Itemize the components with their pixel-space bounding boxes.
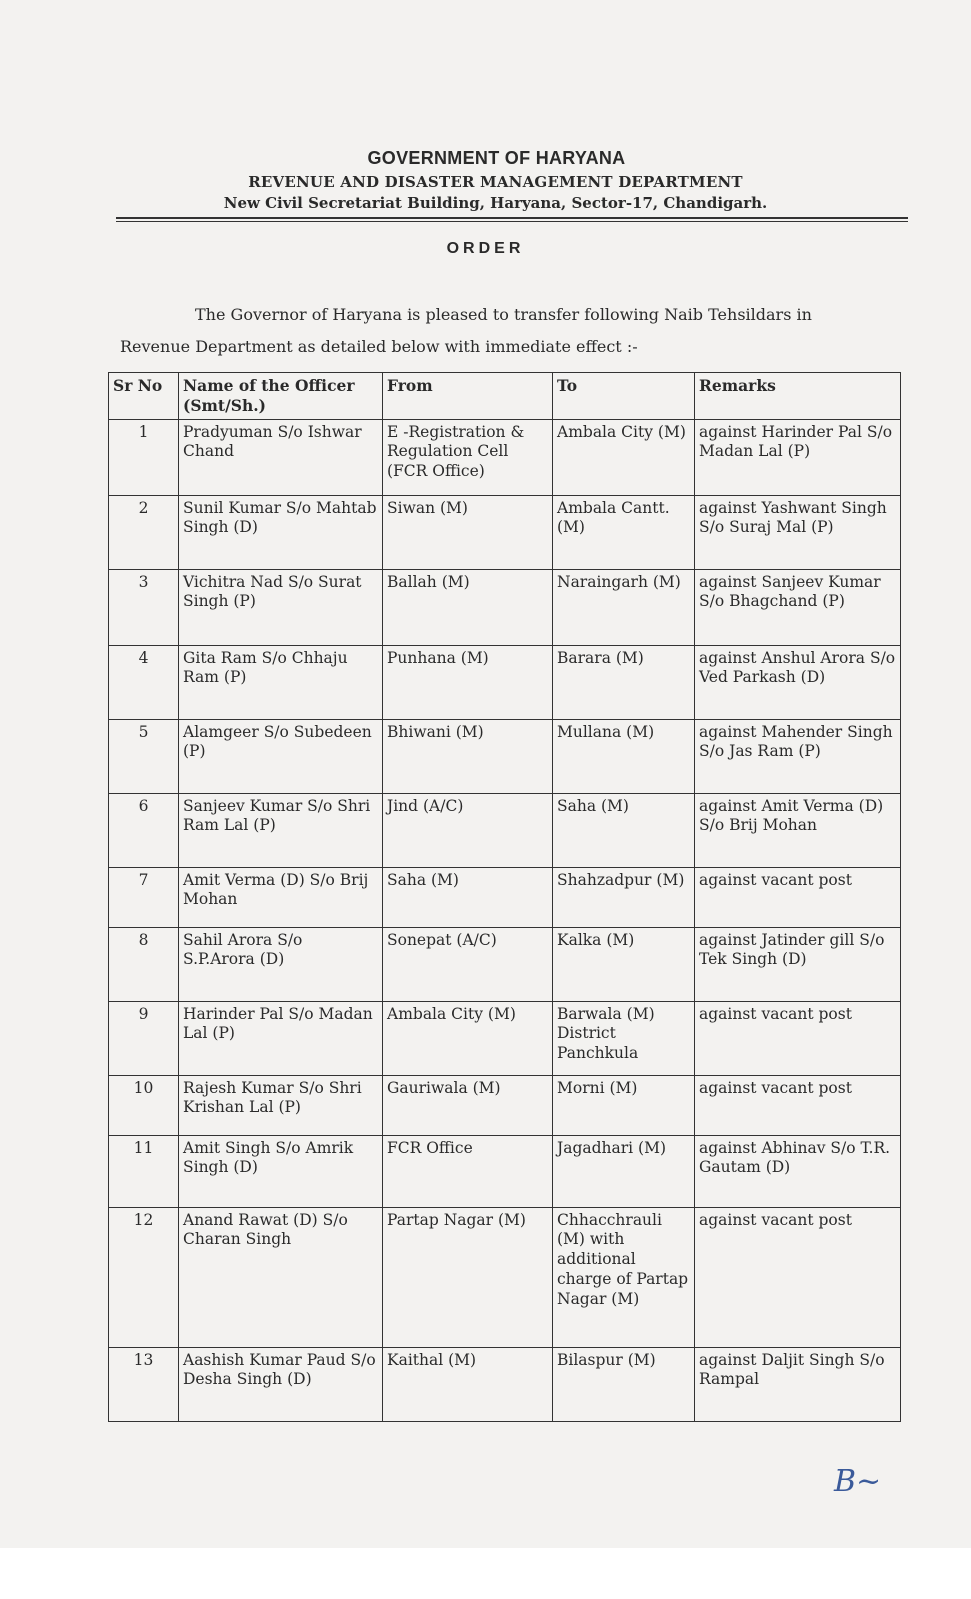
table-row (109, 867, 901, 927)
cell-to: Naraingarh (M) (553, 569, 695, 645)
cell-from: Partap Nagar (M) (383, 1207, 553, 1347)
cell-sr: 3 (109, 569, 179, 645)
cell-to: Kalka (M) (553, 927, 695, 1001)
cell-to: Jagadhari (M) (553, 1135, 695, 1207)
cell-remarks: against Jatinder gill S/o Tek Singh (D) (695, 927, 901, 1001)
table-row (109, 927, 901, 1001)
cell-remarks: against vacant post (695, 1001, 901, 1075)
cell-name: Rajesh Kumar S/o Shri Krishan Lal (P) (179, 1075, 383, 1135)
cell-remarks: against Amit Verma (D) S/o Brij Mohan (695, 793, 901, 867)
header-remarks: Remarks (695, 373, 901, 420)
cell-remarks: against Daljit Singh S/o Rampal (695, 1347, 901, 1421)
cell-remarks: against Mahender Singh S/o Jas Ram (P) (695, 719, 901, 793)
cell-to: Morni (M) (553, 1075, 695, 1135)
cell-to: Saha (M) (553, 793, 695, 867)
cell-sr: 5 (109, 719, 179, 793)
header-from: From (383, 373, 553, 420)
cell-name: Pradyuman S/o Ishwar Chand (179, 419, 383, 495)
cell-sr: 8 (109, 927, 179, 1001)
table-row (109, 719, 901, 793)
cell-from: Saha (M) (383, 867, 553, 927)
cell-name: Vichitra Nad S/o Surat Singh (P) (179, 569, 383, 645)
cell-name: Amit Singh S/o Amrik Singh (D) (179, 1135, 383, 1207)
table-row (109, 1135, 901, 1207)
cell-sr: 10 (109, 1075, 179, 1135)
table-row (109, 1001, 901, 1075)
cell-from: Bhiwani (M) (383, 719, 553, 793)
cell-to: Shahzadpur (M) (553, 867, 695, 927)
table-row (109, 419, 901, 495)
table-row (109, 1347, 901, 1421)
cell-sr: 7 (109, 867, 179, 927)
table-row (109, 1207, 901, 1347)
cell-name: Amit Verma (D) S/o Brij Mohan (179, 867, 383, 927)
cell-to: Barwala (M) District Panchkula (553, 1001, 695, 1075)
cell-remarks: against Yashwant Singh S/o Suraj Mal (P) (695, 495, 901, 569)
cell-from: Punhana (M) (383, 645, 553, 719)
cell-sr: 6 (109, 793, 179, 867)
page-bottom-edge (0, 1548, 971, 1599)
header-rule-thin (116, 221, 908, 222)
table-row (109, 569, 901, 645)
cell-remarks: against Sanjeev Kumar S/o Bhagchand (P) (695, 569, 901, 645)
intro-line-1: The Governor of Haryana is pleased to transfer following Naib Tehsildars in (195, 305, 812, 324)
cell-remarks: against Harinder Pal S/o Madan Lal (P) (695, 419, 901, 495)
cell-from: Gauriwala (M) (383, 1075, 553, 1135)
cell-remarks: against vacant post (695, 867, 901, 927)
department-address: New Civil Secretariat Building, Haryana, Sector-17, Chandigarh. (223, 194, 768, 212)
cell-from: FCR Office (383, 1135, 553, 1207)
cell-from: Kaithal (M) (383, 1347, 553, 1421)
header-to: To (553, 373, 695, 420)
cell-to: Chhacchrauli (M) with additional charge of Partap Nagar (M) (553, 1207, 695, 1347)
table-row (109, 793, 901, 867)
cell-to: Bilaspur (M) (553, 1347, 695, 1421)
cell-remarks: against vacant post (695, 1207, 901, 1347)
cell-from: Jind (A/C) (383, 793, 553, 867)
cell-sr: 11 (109, 1135, 179, 1207)
cell-sr: 12 (109, 1207, 179, 1347)
cell-to: Ambala Cantt. (M) (553, 495, 695, 569)
handwritten-initial-mark: B~ (834, 1464, 882, 1499)
cell-remarks: against Abhinav S/o T.R. Gautam (D) (695, 1135, 901, 1207)
cell-sr: 1 (109, 419, 179, 495)
cell-name: Harinder Pal S/o Madan Lal (P) (179, 1001, 383, 1075)
table-row (109, 495, 901, 569)
cell-to: Barara (M) (553, 645, 695, 719)
cell-from: E -Registration & Regulation Cell (FCR Office) (383, 419, 553, 495)
letterhead (0, 148, 971, 212)
cell-name: Anand Rawat (D) S/o Charan Singh (179, 1207, 383, 1347)
cell-name: Alamgeer S/o Subedeen (P) (179, 719, 383, 793)
cell-name: Sahil Arora S/o S.P.Arora (D) (179, 927, 383, 1001)
cell-from: Siwan (M) (383, 495, 553, 569)
cell-from: Ballah (M) (383, 569, 553, 645)
cell-sr: 2 (109, 495, 179, 569)
cell-to: Ambala City (M) (553, 419, 695, 495)
government-title: GOVERNMENT OF HARYANA (367, 148, 626, 168)
table-row (109, 1075, 901, 1135)
cell-name: Aashish Kumar Paud S/o Desha Singh (D) (179, 1347, 383, 1421)
order-title: ORDER (446, 240, 525, 257)
cell-from: Ambala City (M) (383, 1001, 553, 1075)
cell-name: Sanjeev Kumar S/o Shri Ram Lal (P) (179, 793, 383, 867)
table-row (109, 645, 901, 719)
department-title: REVENUE AND DISASTER MANAGEMENT DEPARTMENT (248, 173, 743, 191)
intro-line-2: Revenue Department as detailed below with immediate effect :- (120, 337, 638, 356)
transfer-table (108, 372, 901, 1422)
header-officer-name: Name of the Officer (Smt/Sh.) (179, 373, 383, 420)
cell-from: Sonepat (A/C) (383, 927, 553, 1001)
cell-sr: 9 (109, 1001, 179, 1075)
header-rule-thick (116, 217, 908, 219)
table-header-row (109, 373, 901, 420)
cell-to: Mullana (M) (553, 719, 695, 793)
header-sr-no: Sr No (109, 373, 179, 420)
cell-sr: 4 (109, 645, 179, 719)
cell-name: Gita Ram S/o Chhaju Ram (P) (179, 645, 383, 719)
cell-remarks: against vacant post (695, 1075, 901, 1135)
cell-remarks: against Anshul Arora S/o Ved Parkash (D) (695, 645, 901, 719)
cell-sr: 13 (109, 1347, 179, 1421)
cell-name: Sunil Kumar S/o Mahtab Singh (D) (179, 495, 383, 569)
